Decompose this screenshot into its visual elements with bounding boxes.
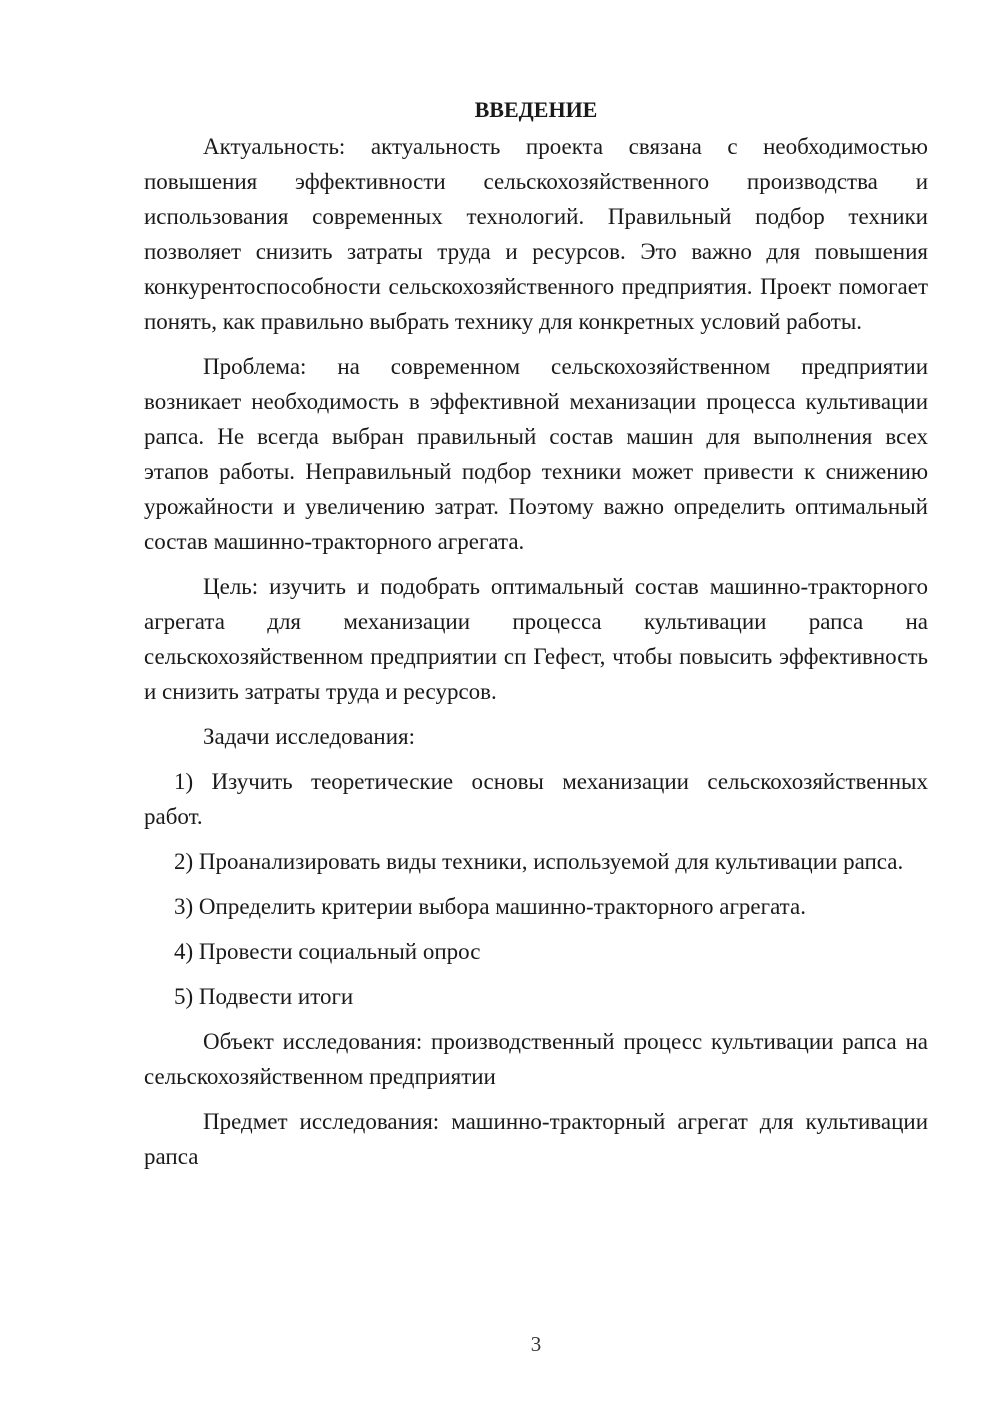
task-item-3: 3) Определить критерии выбора машинно-тракторного агрегата. (174, 894, 806, 919)
page-number: 3 (530, 1332, 542, 1356)
task-item-2: 2) Проанализировать виды техники, используемой для культивации рапса. (174, 849, 904, 874)
research-subject-paragraph: Предмет исследования: машинно-тракторный агрегат для культивации рапса (144, 1109, 928, 1169)
problem-paragraph: Проблема: на современном сельскохозяйственном предприятии возникает необходимость в эффективной механизации процесса культивации рапса. Не всегда выбран правильный состав машин для выполнения всех этапов работы. Неправильный подбор техники может привести к снижению урожайности и увеличению затрат. Поэтому важно определить оптимальный состав машинно-тракторного агрегата. (144, 354, 928, 554)
research-object-paragraph: Объект исследования: производственный процесс культивации рапса на сельскохозяйственном предприятии (144, 1029, 928, 1089)
task-item-1: 1) Изучить теоретические основы механизации сельскохозяйственных работ. (144, 769, 928, 829)
page-title: ВВЕДЕНИЕ (474, 97, 598, 122)
task-item-5: 5) Подвести итоги (174, 984, 354, 1009)
goal-paragraph: Цель: изучить и подобрать оптимальный состав машинно-тракторного агрегата для механизации процесса культивации рапса на сельскохозяйственном предприятии сп Гефест, чтобы повысить эффективность и снизить затраты труда и ресурсов. (144, 574, 928, 704)
task-item-4: 4) Провести социальный опрос (174, 939, 481, 964)
relevance-paragraph: Актуальность: актуальность проекта связана с необходимостью повышения эффективности сельскохозяйственного производства и использования современных технологий. Правильный подбор техники позволяет снизить затраты труда и ресурсов. Это важно для повышения конкурентоспособности сельскохозяйственного предприятия. Проект помогает понять, как правильно выбрать технику для конкретных условий работы. (144, 134, 928, 334)
tasks-heading: Задачи исследования: (203, 724, 416, 749)
page-content (144, 92, 928, 1174)
